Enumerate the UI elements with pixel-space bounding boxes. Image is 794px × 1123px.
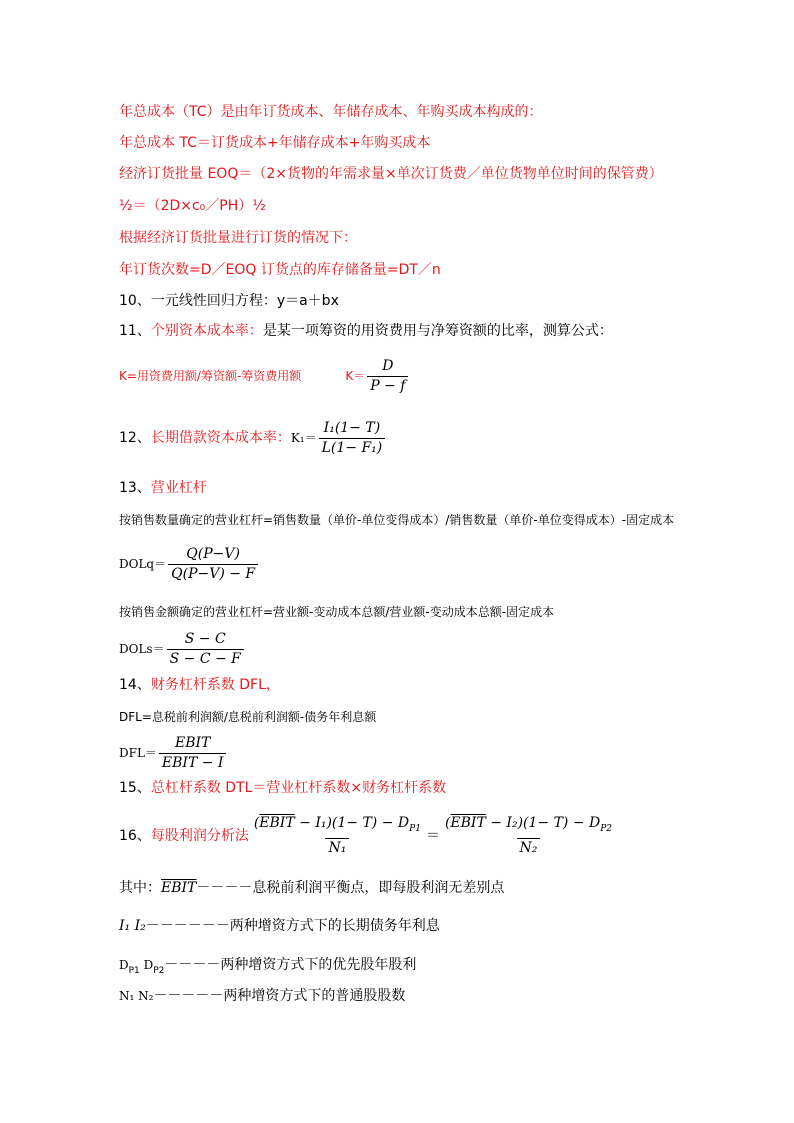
text-line-ebit-note <box>119 879 504 897</box>
item-number: 15、 <box>119 780 151 796</box>
formula-lhs: DOLs＝ <box>119 642 165 656</box>
item-heading: 营业杠杆 <box>150 480 207 496</box>
note-symbol: D <box>139 958 154 972</box>
item-heading: 总杠杆系数 DTL＝营业杠杆系数×财务杠杆系数 <box>150 780 447 796</box>
formula-dol-quantity <box>119 542 260 586</box>
text-line-operating-leverage <box>119 479 207 497</box>
fraction-dol-s <box>167 631 244 668</box>
item-description: 是某一项筹资的用资费用与净筹资额的比率，测算公式： <box>262 323 613 339</box>
fraction-numerator: D <box>382 357 394 374</box>
formula-dol-sales <box>119 627 246 671</box>
item-number: 12、 <box>119 430 151 446</box>
note-symbol: N₁ N₂ <box>119 989 154 1003</box>
fraction-denominator: S − C − F <box>167 649 244 668</box>
item-heading: 长期借款资本成本率： <box>150 430 291 446</box>
note-text: －－－－息税前利润平衡点，即每股利润无差别点 <box>196 880 505 896</box>
fraction-denominator: L(1− F₁) <box>319 438 386 457</box>
fraction-loan-cost <box>319 420 386 457</box>
note-symbol: D <box>119 958 129 972</box>
equals-sign: ＝ <box>425 828 440 844</box>
fraction-dol-q <box>168 546 258 583</box>
fraction-numerator: S − C <box>184 630 226 647</box>
text-line-dol-quantity-def: 按销售数量确定的营业杠杆=销售数量（单价-单位变得成本）/销售数量（单价-单位变得成本）-固定成本 <box>119 513 675 527</box>
fraction-numerator: EBIT <box>175 734 211 751</box>
fraction-dfl <box>159 735 227 772</box>
fraction-eps-left: $\frac{(EBIT - I_1)(1- T) - D_{P1}}{\text{N₁}}$ <box>253 814 421 857</box>
formula-capital-cost <box>119 354 410 398</box>
formula-lhs: DOLq＝ <box>119 557 167 571</box>
fraction-denominator: Q(P−V) − F <box>168 564 258 583</box>
ebit-overline: EBIT <box>161 880 197 896</box>
text-line-dividend-note <box>119 956 416 980</box>
text-line-total-cost-intro: 年总成本（TC）是由年订货成本、年储存成本、年购买成本构成的： <box>119 104 543 120</box>
subscript: P2 <box>600 823 613 834</box>
text-line-total-cost-formula: 年总成本 TC＝订货成本+年储存成本+年购买成本 <box>119 135 431 151</box>
fraction-numerator: − I₂)(1− T) − D <box>485 814 601 831</box>
text-line-shares-note <box>119 987 405 1005</box>
text-line-eoq-formula: 经济订货批量 EOQ＝（2×货物的年需求量×单次订货费／单位货物单位时间的保管费） <box>119 166 663 182</box>
item-heading: 每股利润分析法 <box>150 828 249 844</box>
formula-lhs: DFL＝ <box>119 746 157 760</box>
fraction-numerator: − I₁)(1− T) − D <box>294 814 410 831</box>
text-line-eoq-formula-2: ½＝（2D×c₀／PH）½ <box>119 198 266 214</box>
fraction-eps-right: $\frac{(EBIT - I_2)(1- T) - D_{P2}}{\text{N₂}}$ <box>444 814 613 857</box>
item-heading: 财务杠杆系数 DFL， <box>150 677 280 693</box>
note-text: －－－－两种增资方式下的优先股年股利 <box>164 957 417 973</box>
item-number: 11、 <box>119 323 151 339</box>
fraction-denominator: N₂ <box>517 838 541 857</box>
text-line-capital-cost-rate <box>119 322 613 340</box>
text-line-dol-sales-def: 按销售金额确定的营业杠杆=营业额-变动成本总额/营业额-变动成本总额-固定成本 <box>119 605 555 619</box>
text-line-eoq-condition: 根据经济订货批量进行订货的情况下： <box>119 230 357 246</box>
text-line-order-count: 年订货次数=D／EOQ 订货点的库存储备量=DT／n <box>119 262 441 278</box>
text-line-financial-leverage <box>119 676 280 694</box>
fraction-denominator: P − f <box>367 376 408 395</box>
item-number: 16、 <box>119 828 151 844</box>
item-number: 14、 <box>119 677 151 693</box>
text-line-long-term-loan <box>119 416 387 460</box>
fraction-d-over-p-f <box>367 358 408 395</box>
formula-lhs: K＝ <box>345 369 366 383</box>
note-prefix: 其中： <box>119 880 161 896</box>
text-line-total-leverage <box>119 779 446 797</box>
subscript: P1 <box>409 823 421 834</box>
ebit-overline: EBIT <box>450 814 486 831</box>
fraction-numerator: I₁(1− T) <box>323 419 381 436</box>
formula-eps-analysis <box>119 813 617 859</box>
subscript: P2 <box>153 965 165 976</box>
note-text: －－－－－－两种增资方式下的长期债务年利息 <box>145 918 440 934</box>
formula-text: K=用资费用额/筹资额-筹资费用额 <box>119 369 302 383</box>
formula-dfl <box>119 731 228 775</box>
formula-lhs: K₁＝ <box>290 431 317 445</box>
note-text: －－－－－两种增资方式下的普通股股数 <box>153 988 406 1004</box>
item-number: 13、 <box>119 480 151 496</box>
fraction-denominator: EBIT − I <box>159 753 227 772</box>
subscript: P1 <box>128 965 140 976</box>
text-line-dfl-def: DFL=息税前利润额/息税前利润额-债务年利息额 <box>119 710 377 724</box>
text-line-regression: 10、一元线性回归方程：y＝a＋bx <box>119 293 339 309</box>
ebit-overline: EBIT <box>259 814 295 831</box>
text-line-interest-note <box>119 917 440 935</box>
fraction-denominator: N₁ <box>325 838 349 857</box>
item-heading: 个别资本成本率： <box>150 323 263 339</box>
note-symbol: I₁ I₂ <box>119 918 146 934</box>
fraction-numerator: Q(P−V) <box>186 545 240 562</box>
